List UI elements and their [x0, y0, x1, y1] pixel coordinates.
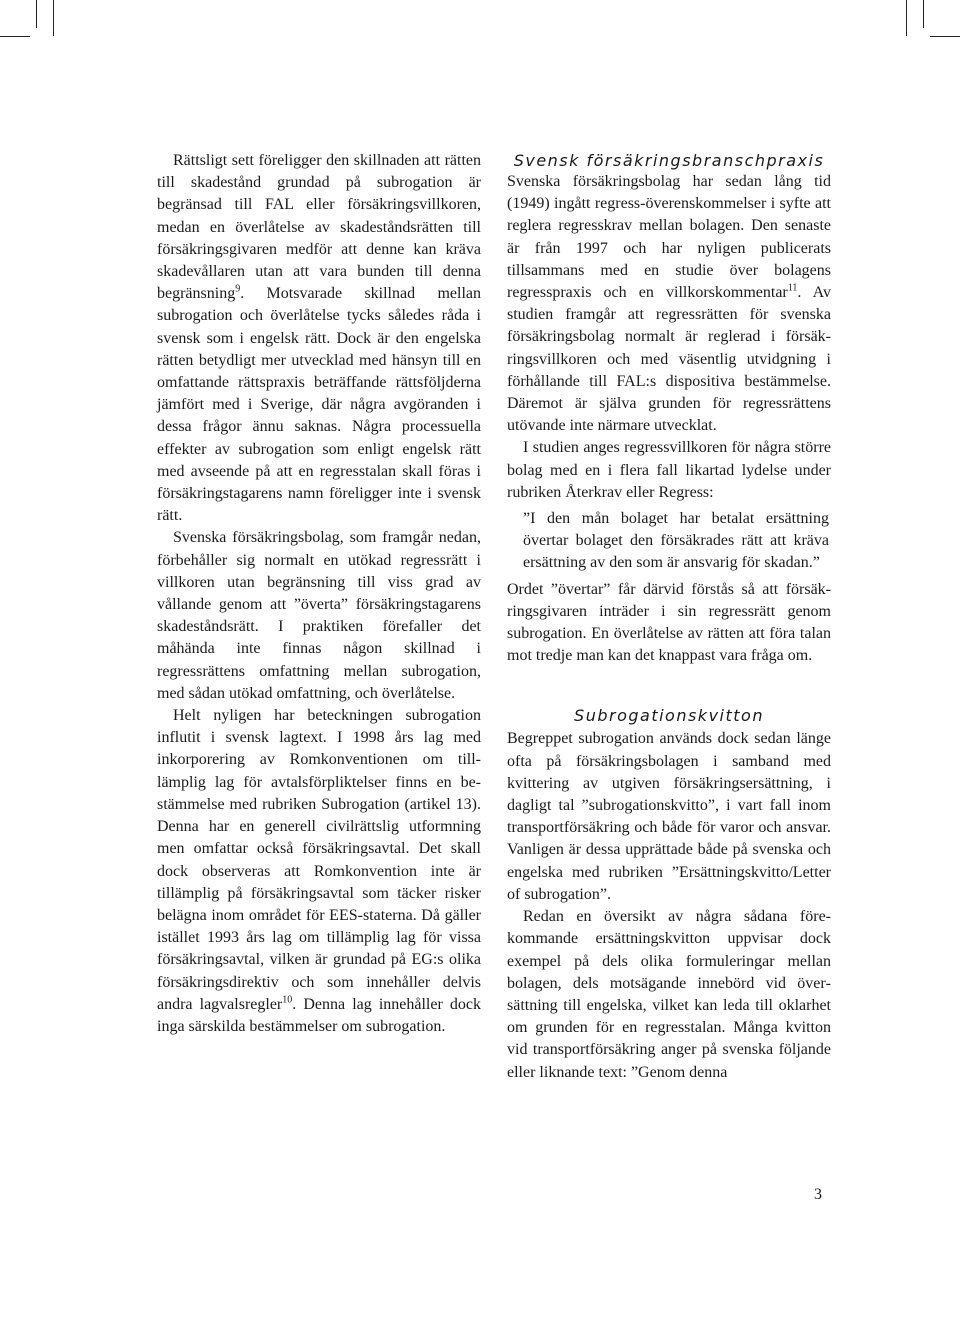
crop-mark-top-right-vertical-inner — [923, 0, 924, 28]
crop-mark-top-left-vertical — [53, 0, 54, 36]
left-paragraph-3: Helt nyligen har beteckningen subrogation influtit i svensk lagtext. I 1998 års lag med inkorporering av Romkonventionen om tilllämplig lag för avtalsförpliktelser finns en bestämmelse med rubriken Subrogation (artikel 13). Denna har en generell civilrättslig utformning men omfattar också försäkringsavtal. Det skall dock observeras att Romkonvention inte är tillämplig på försäkringsavtal som täcker risker belägna inom området för EES-staterna. Då gäller istället 1993 års lag om tillämplig lag för vissa försäkringsavtal, vilken är grundad på EG:s olika försäkringsdirektiv och som innehåller delvis andra lagvalsregler$^{10}$. Denna lag innehåller dock inga särskilda bestämmelser om subrogation. — [157, 707, 481, 1035]
section-heading-subrogationskvitton: Subrogationskvitton — [574, 706, 764, 726]
right-paragraph-3: Ordet ”övertar” får därvid förstås så att försäkringsgivaren inträder i sin regressrätt genom subrogation. En överlåtelse av rätten att föra talan mot tredje man kan det knappast vara fråga om. — [507, 580, 831, 665]
quote-text: ”I den mån bolaget har betalat ersättning övertar bolaget den försäkrades rätt att kräva ersättning av den som är ansvarig för skadan.” — [523, 510, 829, 572]
left-column — [157, 150, 481, 1038]
section-heading-branschpraxis: Svensk försäkringsbranschpraxis — [513, 151, 825, 170]
left-paragraph-1: Rättsligt sett föreligger den skillnaden att rätten till skadestånd grundad på subrogation är begränsad till FAL eller försäkringsvillkoren, medan en överlåtelse av skadeståndsrätten till försäkringsgivaren medför att denne kan kräva skadevållaren utan att vara bunden till denna begränsning$^9$. Motsvarade skillnad mellan subrogation och överlåtelse tycks således råda i svensk som i engelsk rätt. Dock är den engelska rätten betydligt mer utvecklad med hänsyn till en omfattande rättspraxis beträffande rättsföljderna jämfört med i Sverige, där några avgöranden i dessa frågor ännu saknas. Några processuella effekter av subrogation som enligt engelsk rätt med avseende på att en regresstalan skall föras i försäkringstagarens namn föreligger inte i svensk rätt. — [157, 152, 481, 525]
crop-mark-top-right-vertical — [906, 0, 907, 36]
right-paragraph-1: Svenska försäkringsbolag har sedan lång tid (1949) ingått regress-överenskommelser i syfte att reglera regresskrav mellan bolagen. Den senaste är från 1997 och har nyligen publicerats tillsammans med en studie över bolagens regresspraxis och en villkorskommentar$^{11}$. Av studien framgår att regressrätten för svenska försäkringsbolag normalt är reglerad i försäkringsvillkoren och med väsentlig utvidgning i förhållande till FAL:s dispositiva bestämmelse. Däremot är själva grunden för regressrättens utövande inte närmare utvecklat. — [507, 173, 831, 435]
footnote-ref-9: 9 — [235, 283, 241, 295]
footnote-ref-11: 11 — [787, 282, 798, 294]
footnote-ref-10: 10 — [282, 994, 293, 1006]
crop-mark-top-left-horizontal — [0, 36, 30, 37]
right-paragraph-4: Begreppet subrogation används dock sedan länge ofta på försäkringsbolagen i samband med kvittering av utgiven försäkringsersättning, i dagligt tal ”subrogationskvitto”, i vart fall inom transportförsäkring och både för varor och ansvar. Vanligen är dessa upprättade både på svenska och engelska med rubriken ”Ersättningskvitto/Letter of subrogation”. — [507, 730, 831, 903]
right-column — [507, 150, 831, 1084]
right-paragraph-5: Redan en översikt av några sådana förekommande ersättningskvitton uppvisar dock exempel på dels olika formuleringar mellan bolagen, dels motsägande innebörd vid översättning till engelska, vilket kan leda till oklarhet om grunden för en regresstalan. Många kvitton vid transportförsäkring anger på svenska följande eller liknande text: ”Genom denna — [507, 908, 831, 1081]
block-quote — [507, 508, 831, 575]
crop-mark-top-left-vertical-inner — [36, 0, 37, 28]
page-number: 3 — [814, 1186, 822, 1203]
right-paragraph-2: I studien anges regressvillkoren för några större bolag med en i flera fall likartad lydelse under rubriken Återkrav eller Regress: — [507, 439, 831, 501]
left-paragraph-2: Svenska försäkringsbolag, som framgår nedan, förbehåller sig normalt en utökad regressrätt i villkoren utan begränsning till viss grad av vållande genom att ”överta” försäkringstagarens skadeståndsrätt. I praktiken förefaller det måhända inte finnas någon skillnad i regressrättens omfattning mellan subrogation, med sådan utökad omfattning, och överlåtelse. — [157, 529, 481, 702]
crop-mark-top-right-horizontal — [930, 36, 960, 37]
